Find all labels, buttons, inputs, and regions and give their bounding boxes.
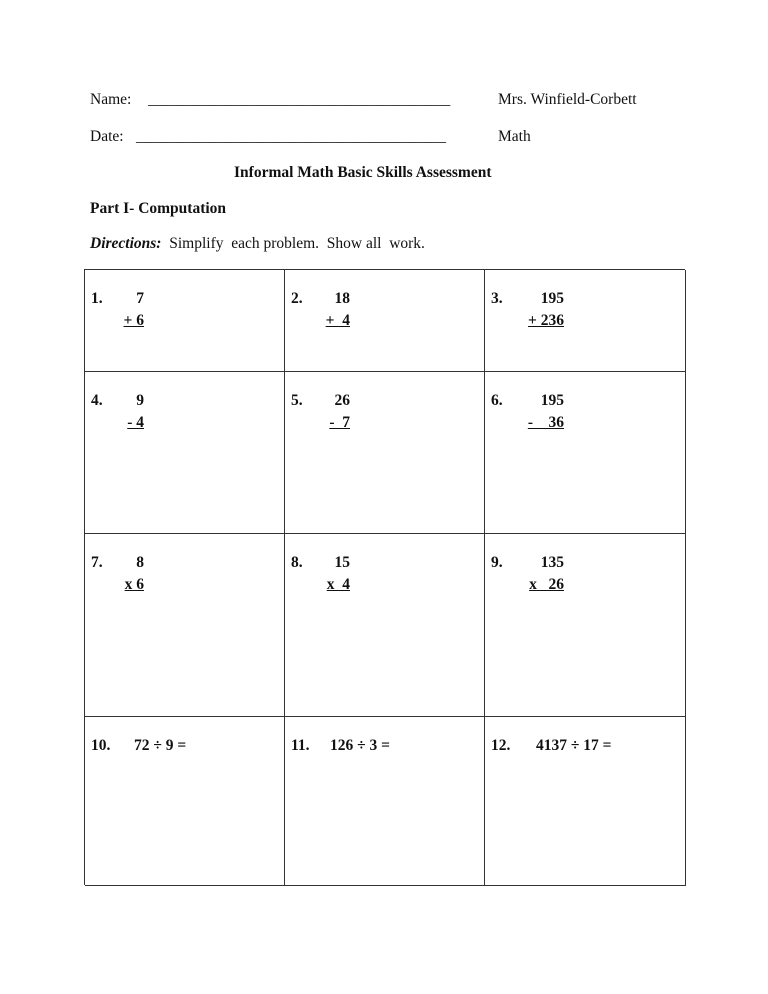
problem-cell[interactable] [485,270,686,372]
directions-text: Simplify each problem. Show all work. [161,235,425,252]
problem-bottom-operand: x 26 [529,576,564,593]
directions [90,235,425,253]
problem-cell[interactable] [485,534,686,717]
problem-number: 8. [291,554,303,571]
problem-bottom-operand: x 6 [124,576,144,593]
problem-grid [84,269,685,885]
problem-cell[interactable] [285,372,485,534]
problem-expression: 126 ÷ 3 = [330,737,390,754]
problem-cell[interactable] [85,717,285,886]
problem-cell[interactable] [85,534,285,717]
problem-cell[interactable] [85,270,285,372]
problem-bottom-operand: - 36 [527,414,564,431]
date-label: Date: [90,128,124,145]
problem-bottom-operand: + 236 [528,312,564,329]
problem-expression: 72 ÷ 9 = [134,737,187,754]
directions-label: Directions: [90,235,162,252]
problem-number: 12. [491,737,511,754]
page-title: Informal Math Basic Skills Assessment [234,164,492,181]
problem-number: 9. [491,554,503,571]
problem-bottom-operand: x 4 [326,576,350,593]
problem-top-operand: 135 [540,554,564,571]
problem-bottom-operand: - 4 [127,414,144,431]
problem-bottom-operand: - 7 [329,414,350,431]
problem-number: 11. [291,737,310,754]
problem-bottom-operand: + 4 [325,312,350,329]
problem-cell[interactable] [285,270,485,372]
problem-number: 10. [91,737,111,754]
problem-number: 2. [291,290,303,307]
problem-number: 5. [291,392,303,409]
name-label: Name: [90,91,132,108]
problem-top-operand: 7 [136,290,144,307]
date-field[interactable]: ________________________________________ [136,128,446,145]
teacher-name: Mrs. Winfield-Corbett [498,91,637,108]
problem-cell[interactable] [85,372,285,534]
problem-top-operand: 195 [540,392,564,409]
problem-cell[interactable] [485,372,686,534]
problem-number: 1. [91,290,103,307]
name-field[interactable]: _______________________________________ [148,91,451,108]
problem-number: 3. [491,290,503,307]
problem-top-operand: 8 [136,554,144,571]
problem-top-operand: 9 [136,392,144,409]
problem-expression: 4137 ÷ 17 = [536,737,612,754]
problem-number: 6. [491,392,503,409]
problem-number: 4. [91,392,103,409]
section-heading: Part I- Computation [90,200,227,217]
problem-number: 7. [91,554,103,571]
problem-cell[interactable] [285,534,485,717]
subject-label: Math [498,128,531,145]
problem-top-operand: 195 [540,290,564,307]
problem-top-operand: 26 [334,392,350,409]
problem-cell[interactable] [285,717,485,886]
problem-top-operand: 18 [334,290,350,307]
problem-top-operand: 15 [334,554,350,571]
problem-bottom-operand: + 6 [123,312,144,329]
problem-cell[interactable] [485,717,686,886]
